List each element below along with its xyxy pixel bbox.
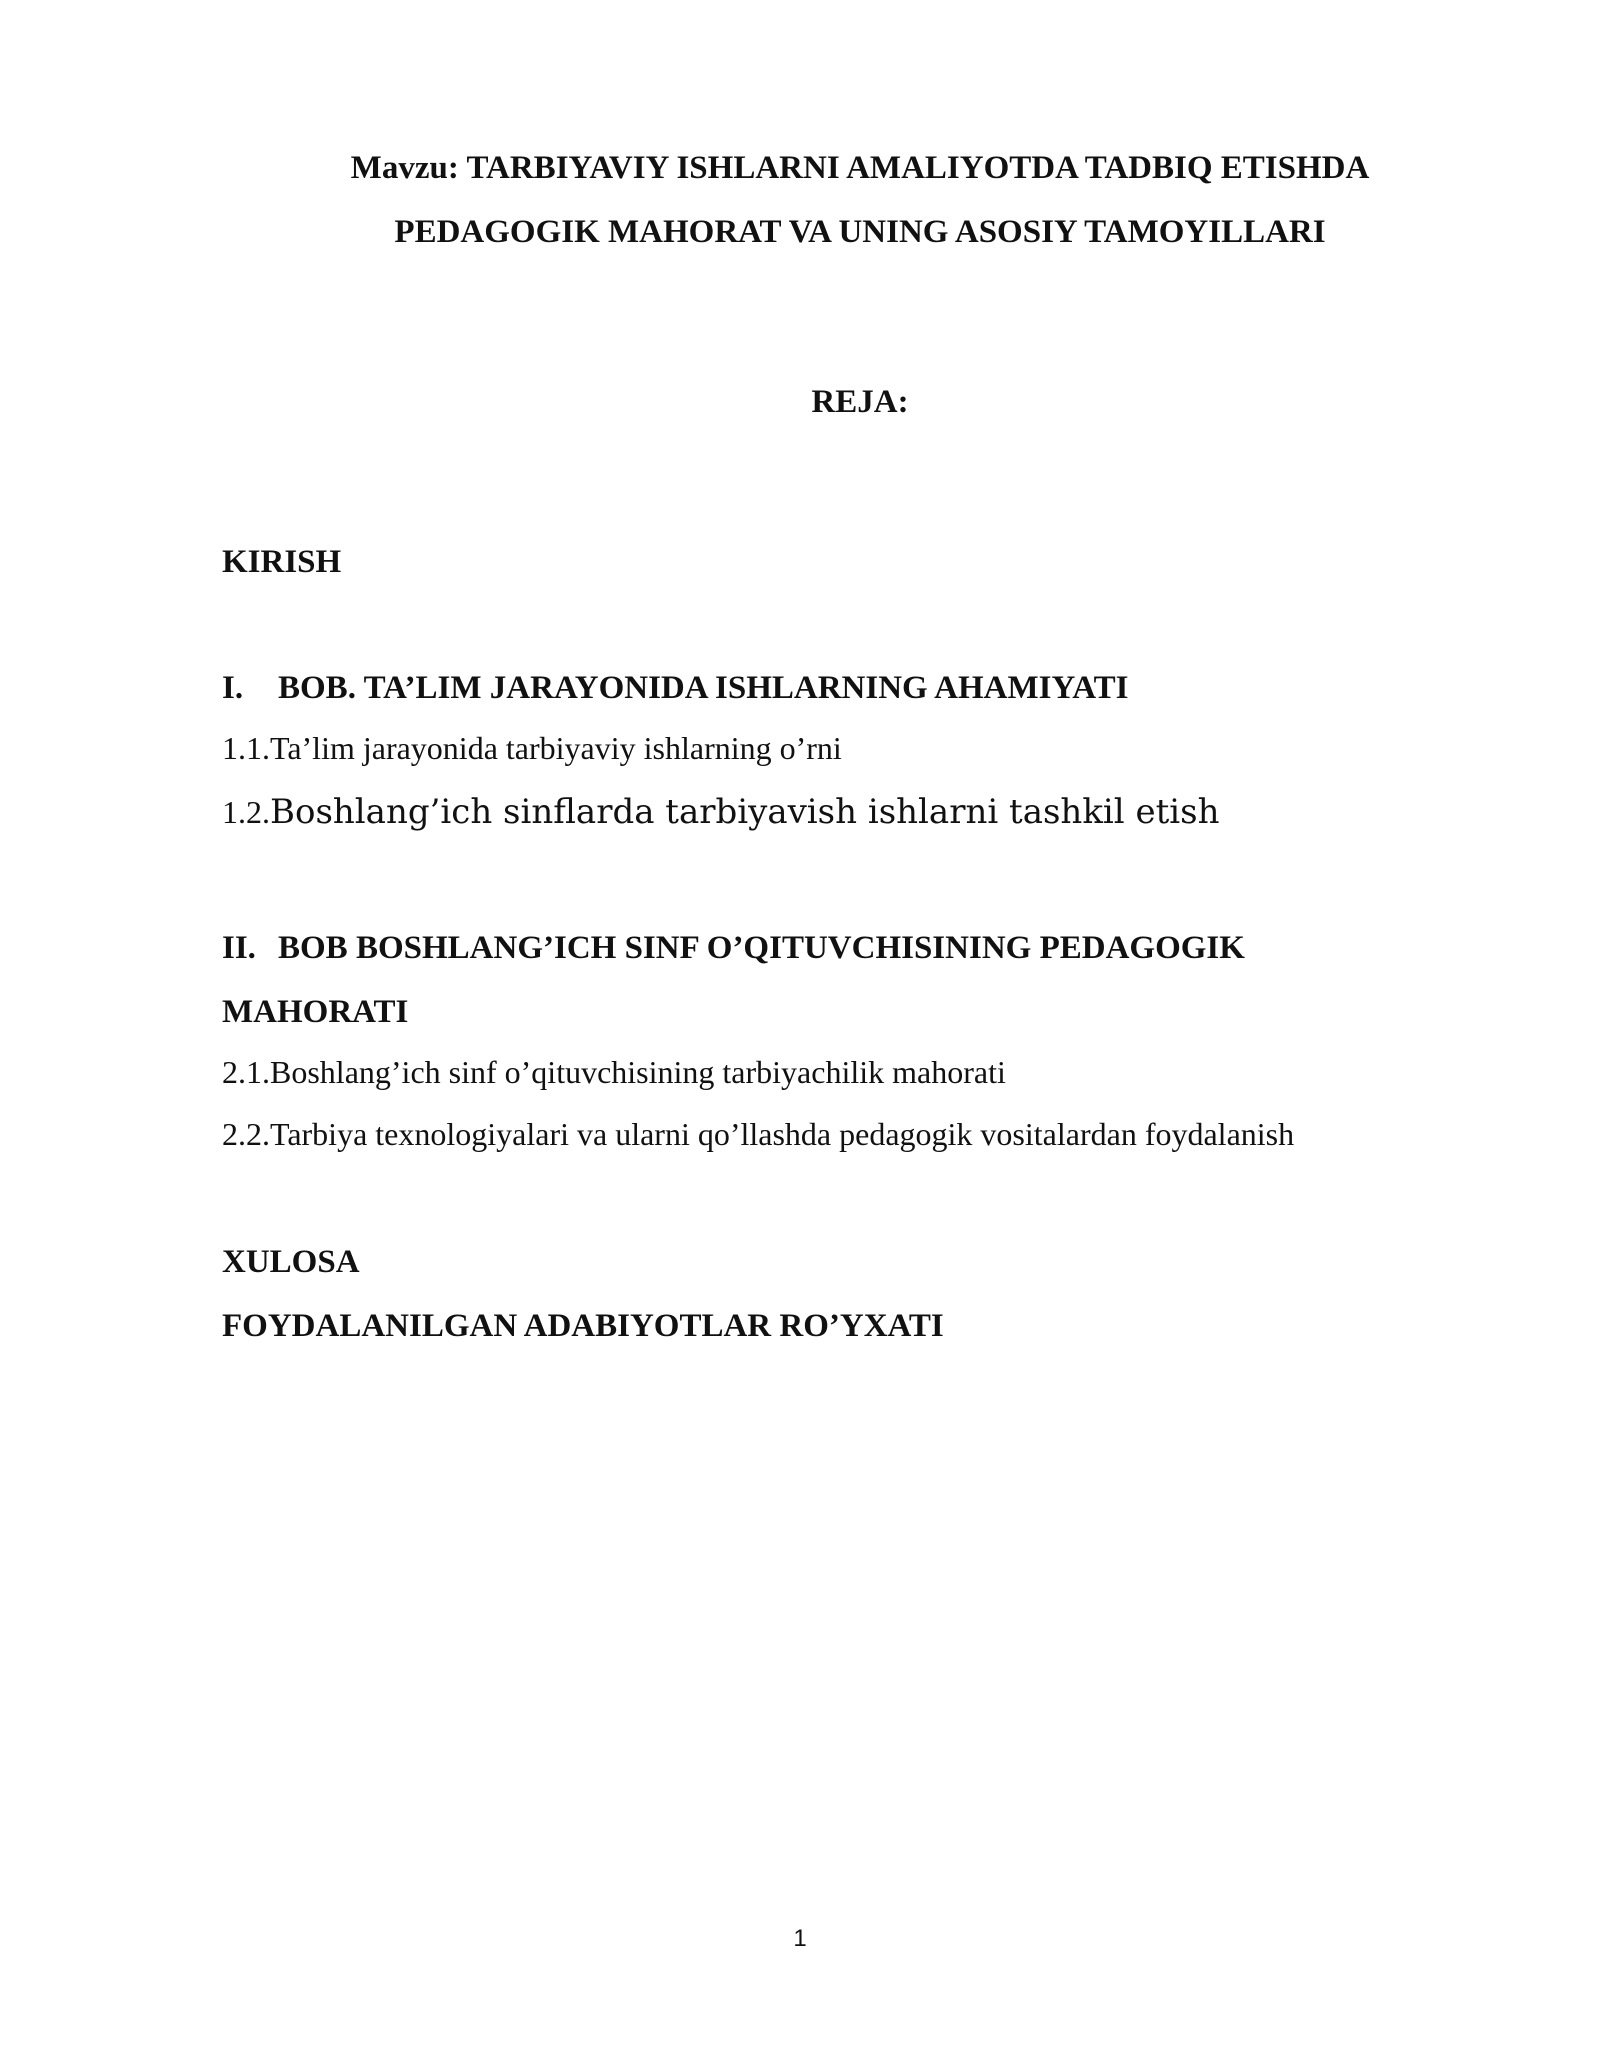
item-number: 2.2.: [222, 1116, 270, 1152]
chapter-2-item-1: [222, 1052, 1006, 1092]
chapter-1-item-1: [222, 728, 842, 768]
chapter-2-numeral: II.: [222, 930, 256, 966]
chapter-2-title-line-2: MAHORATI: [222, 994, 409, 1030]
item-number: 1.1.: [222, 730, 270, 766]
intro-heading: KIRISH: [222, 544, 342, 580]
item-number: 1.2.: [222, 794, 270, 830]
page-number: 1: [793, 1925, 807, 1952]
plan-heading: REJA:: [811, 384, 909, 420]
chapter-1-item-2: [222, 792, 1219, 832]
item-text: Tarbiya texnologiyalari va ularni qo’llashda pedagogik vositalardan foydalanish: [270, 1116, 1295, 1152]
chapter-1-numeral: I.: [222, 670, 244, 706]
chapter-1-title: BOB. TA’LIM JARAYONIDA ISHLARNING AHAMIYATI: [278, 670, 1129, 706]
document-title-line-1: Mavzu: TARBIYAVIY ISHLARNI AMALIYOTDA TADBIQ ETISHDA: [350, 150, 1370, 186]
chapter-2-title-line-1: BOB BOSHLANG’ICH SINF O’QITUVCHISINING PEDAGOGIK: [278, 930, 1245, 966]
chapter-2-item-2: [222, 1114, 1294, 1154]
chapter-1-heading: [222, 668, 1129, 708]
document-title-line-2: PEDAGOGIK MAHORAT VA UNING ASOSIY TAMOYILLARI: [394, 214, 1326, 250]
item-text: Boshlang’ich sinflarda tarbiyavish ishlarni tashkil etish: [270, 792, 1220, 832]
item-text: Boshlang’ich sinf o’qituvchisining tarbiyachilik mahorati: [270, 1054, 1006, 1090]
conclusion-heading: XULOSA: [222, 1244, 360, 1280]
item-text: Ta’lim jarayonida tarbiyaviy ishlarning o’rni: [270, 730, 842, 766]
references-heading: FOYDALANILGAN ADABIYOTLAR RO’YXATI: [222, 1308, 944, 1344]
chapter-2-heading: [222, 928, 1245, 968]
item-number: 2.1.: [222, 1054, 270, 1090]
